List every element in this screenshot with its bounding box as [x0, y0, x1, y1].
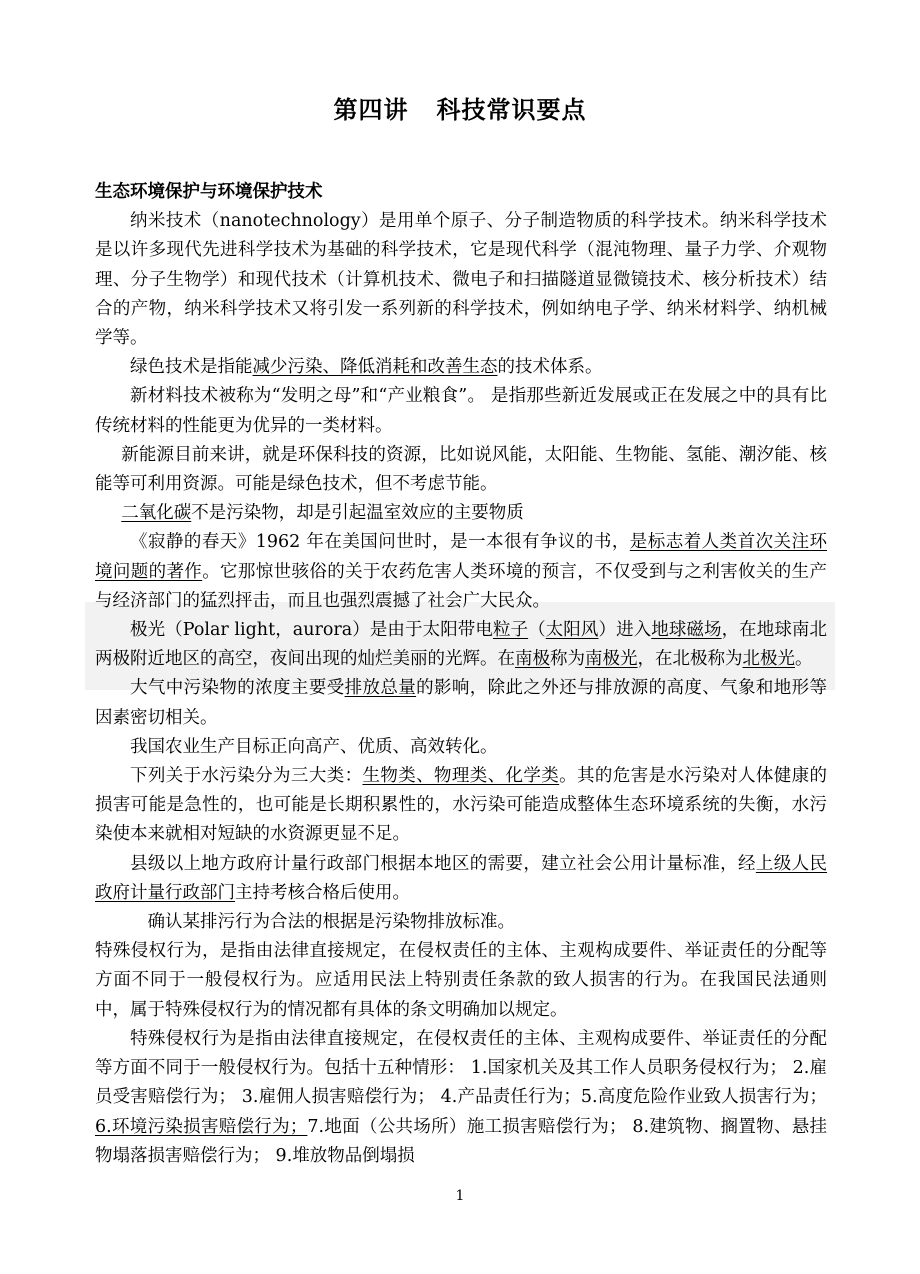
paragraph-metrology: 县级以上地方政府计量行政部门根据本地区的需要，建立社会公用计量标准，经上级人民政府计量行政部门主持考核合格后使用。	[95, 853, 828, 903]
paragraph-special-tort-list: 特殊侵权行为是指由法律直接规定，在侵权责任的主体、主观构成要件、举证责任的分配等方面不同于一般侵权行为。包括十五种情形： 1.国家机关及其工作人员职务侵权行为； 2.雇员受害赔偿行为； 3.雇佣人损害赔偿行为； 4.产品责任行为；5.高度危险作业致人损害行为； 6.环境污染损害赔偿行为；7.地面（公共场所）施工损害赔偿行为； 8.建筑物、搁置物、悬挂物塌落损害赔偿行为； 9.堆放物品倒塌损	[95, 1028, 827, 1166]
paragraph-nanotech: 纳米技术（nanotechnology）是用单个原子、分子制造物质的科学技术。纳米科学技术是以许多现代先进科学技术为基础的科学技术，它是现代科学（混沌物理、量子力学、介观物理、分子生物学）和现代技术（计算机技术、微电子和扫描隧道显微镜技术、核分析技术）结合的产物，纳米科学技术又将引发一系列新的科学技术，例如纳电子学、纳米材料学、纳机械学等。	[95, 211, 827, 349]
page-title: 第四讲 科技常识要点	[333, 95, 587, 124]
paragraph-emission-standard: 确认某排污行为合法的根据是污染物排放标准。	[147, 912, 515, 933]
paragraph-green-tech: 绿色技术是指能减少污染、降低消耗和改善生态的技术体系。	[130, 357, 603, 378]
paragraph-air-pollution: 大气中污染物的浓度主要受排放总量的影响，除此之外还与排放源的高度、气象和地形等因素密切相关。	[95, 678, 828, 728]
paragraph-water-pollution: 下列关于水污染分为三大类：生物类、物理类、化学类。其的危害是水污染对人体健康的损害可能是急性的，也可能是长期积累性的，水污染可能造成整体生态环境系统的失衡，水污染使本来就相对短缺的水资源更显不足。	[95, 766, 828, 845]
paragraph-new-materials: 新材料技术被称为“发明之母”和“产业粮食”。 是指那些新近发展或正在发展之中的具有比传统材料的性能更为优异的一类材料。	[95, 386, 827, 436]
paragraph-aurora: 极光（Polar light，aurora）是由于太阳带电粒子（太阳风）进入地球磁场，在地球南北两极附近地区的高空，夜间出现的灿烂美丽的光辉。在南极称为南极光，在北极称为北极光。	[95, 620, 828, 670]
paragraph-co2: 二氧化碳不是污染物，却是引起温室效应的主要物质	[121, 503, 524, 524]
paragraph-silent-spring: 《寂静的春天》1962 年在美国问世时，是一本很有争议的书，是标志着人类首次关注环境问题的著作。它那惊世骇俗的关于农药危害人类环境的预言，不仅受到与之利害攸关的生产与经济部门的猛烈抨击，而且也强烈震撼了社会广大民众。	[95, 532, 828, 611]
section-heading: 生态环境保护与环境保护技术	[95, 182, 323, 202]
paragraph-special-tort: 特殊侵权行为，是指由法律直接规定，在侵权责任的主体、主观构成要件、举证责任的分配等方面不同于一般侵权行为。应适用民法上特别责任条款的致人损害的行为。在我国民法通则中，属于特殊侵权行为的情况都有具体的条文明确加以规定。	[95, 941, 827, 1020]
page-number: 1	[455, 1188, 465, 1204]
document-body	[95, 178, 827, 1171]
paragraph-new-energy: 新能源目前来讲，就是环保科技的资源，比如说风能，太阳能、生物能、氢能、潮汐能、核能等可利用资源。可能是绿色技术，但不考虑节能。	[95, 444, 827, 495]
paragraph-agriculture: 我国农业生产目标正向高产、优质、高效转化。	[130, 736, 498, 757]
